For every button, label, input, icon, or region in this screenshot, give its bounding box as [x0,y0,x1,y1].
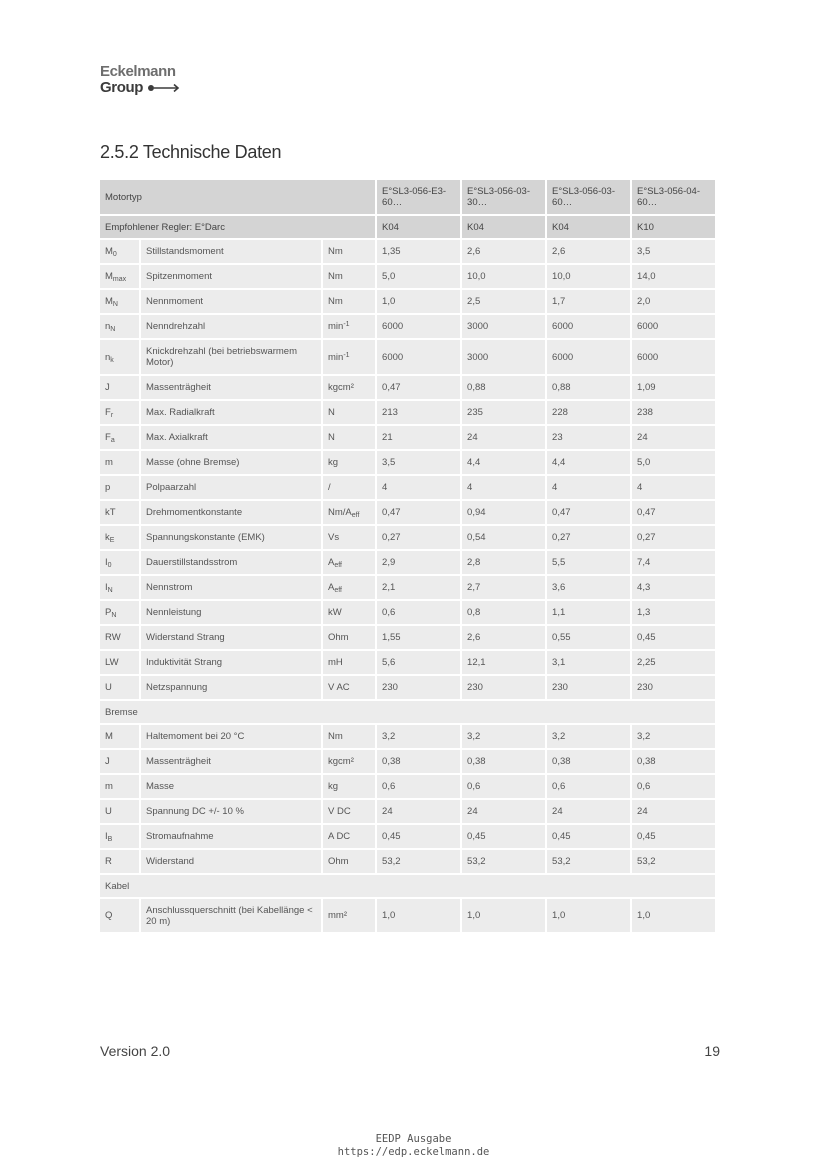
parameter-name: Spitzenmoment [141,265,323,290]
unit: kW [328,607,342,618]
symbol-subscript: N [111,612,117,619]
value-cell: 4 [547,476,632,501]
parameter-name: Induktivität Strang [141,651,323,676]
symbol-subscript: a [110,437,115,444]
unit-cell [323,315,377,340]
value-cell: 6000 [377,315,462,340]
value-cell: 0,6 [377,775,462,800]
value-cell: 4 [632,476,715,501]
version-label: Version 2.0 [100,1043,171,1059]
table-row [100,216,715,240]
unit-cell [323,899,377,934]
value-cell: 1,7 [547,290,632,315]
symbol: I [105,582,108,593]
table-row [100,501,715,526]
value-cell: 2,6 [462,626,547,651]
value-cell: 2,8 [462,551,547,576]
value-cell: 24 [377,800,462,825]
parameter-name: Stillstandsmoment [141,240,323,265]
parameter-name: Massenträgheit [141,376,323,401]
unit-superscript: -1 [343,321,350,328]
unit-cell [323,340,377,376]
unit: kgcm² [328,382,354,393]
unit-cell [323,526,377,551]
table-row [100,601,715,626]
unit: A [328,557,335,568]
symbol: m [105,457,113,468]
symbol-subscript: max [112,276,127,283]
symbol: M [105,296,113,307]
value-cell: 3,2 [377,725,462,750]
unit-subscript: eff [334,562,342,569]
table-row [100,626,715,651]
value-cell: 2,0 [632,290,715,315]
unit: Nm/A [328,507,352,518]
symbol: m [105,781,113,792]
value-cell: 0,54 [462,526,547,551]
symbol: RW [105,632,121,643]
parameter-name: Drehmomentkonstante [141,501,323,526]
symbol-subscript: B [107,836,113,843]
symbol-cell [100,265,141,290]
table-row [100,315,715,340]
value-cell: 235 [462,401,547,426]
value-cell: 53,2 [462,850,547,875]
model-header: E°SL3-056-E3-60… [377,180,462,216]
value-cell: 5,6 [377,651,462,676]
value-cell: 4 [462,476,547,501]
value-cell: 0,88 [462,376,547,401]
symbol-subscript: r [110,412,114,419]
symbol-subscript: E [109,537,115,544]
logo-line-1: Eckelmann [100,63,176,80]
value-cell: 1,0 [547,899,632,934]
value-cell: 1,0 [462,899,547,934]
logo-arrow-icon [147,83,181,93]
parameter-name: Massenträgheit [141,750,323,775]
value-cell: 6000 [377,340,462,376]
table-row [100,180,715,216]
value-cell: 238 [632,401,715,426]
value-cell: 1,0 [632,899,715,934]
logo-line-2: Group [100,79,143,96]
unit: Ohm [328,856,349,867]
value-cell: 10,0 [547,265,632,290]
unit-cell [323,750,377,775]
table-row [100,899,715,934]
parameter-name: Spannung DC +/- 10 % [141,800,323,825]
symbol: F [105,407,111,418]
value-cell: 230 [462,676,547,701]
parameter-name: Nennleistung [141,601,323,626]
value-cell: 230 [377,676,462,701]
value-cell: 4,4 [462,451,547,476]
value-cell: 230 [632,676,715,701]
symbol-cell [100,800,141,825]
parameter-name: Max. Radialkraft [141,401,323,426]
value-cell: 0,38 [462,750,547,775]
parameter-name: Nennmoment [141,290,323,315]
table-row [100,426,715,451]
parameter-name: Masse (ohne Bremse) [141,451,323,476]
value-cell: 3,5 [632,240,715,265]
table-row [100,676,715,701]
parameter-name: Spannungskonstante (EMK) [141,526,323,551]
symbol: p [105,482,111,493]
value-cell: 0,27 [547,526,632,551]
value-cell: 3,1 [547,651,632,676]
value-cell: 6000 [547,315,632,340]
value-cell: 53,2 [632,850,715,875]
value-cell: 0,45 [547,825,632,850]
parameter-name: Max. Axialkraft [141,426,323,451]
table-row [100,850,715,875]
regler-value: K04 [547,216,632,240]
unit: Ohm [328,632,349,643]
symbol: U [105,682,112,693]
unit-cell [323,290,377,315]
table-row [100,265,715,290]
unit-cell [323,426,377,451]
symbol-cell [100,750,141,775]
value-cell: 213 [377,401,462,426]
stamp-line-2: https://edp.eckelmann.de [337,1146,490,1158]
value-cell: 0,38 [377,750,462,775]
symbol: J [105,756,110,767]
unit-cell [323,676,377,701]
symbol-subscript: N [107,587,113,594]
value-cell: 0,45 [632,626,715,651]
symbol-cell [100,526,141,551]
table-row [100,800,715,825]
unit: N [328,407,335,418]
value-cell: 0,38 [547,750,632,775]
value-cell: 3,2 [632,725,715,750]
table-row [100,725,715,750]
table-row [100,551,715,576]
section-label-kabel: Kabel [100,875,715,899]
value-cell: 4 [377,476,462,501]
table-row [100,290,715,315]
parameter-name: Nennstrom [141,576,323,601]
value-cell: 3,5 [377,451,462,476]
symbol-cell [100,401,141,426]
value-cell: 1,35 [377,240,462,265]
parameter-name: Nenndrehzahl [141,315,323,340]
value-cell: 0,6 [632,775,715,800]
parameter-name: Widerstand [141,850,323,875]
model-header: E°SL3-056-03-30… [462,180,547,216]
value-cell: 7,4 [632,551,715,576]
value-cell: 2,5 [462,290,547,315]
unit-cell [323,651,377,676]
table-row [100,526,715,551]
unit-cell [323,501,377,526]
unit-cell [323,376,377,401]
symbol-cell [100,825,141,850]
value-cell: 24 [632,800,715,825]
table-row [100,240,715,265]
value-cell: 0,27 [632,526,715,551]
symbol-cell [100,899,141,934]
symbol: J [105,382,110,393]
unit-subscript: eff [334,587,342,594]
value-cell: 0,6 [462,775,547,800]
symbol-cell [100,601,141,626]
unit: Nm [328,296,343,307]
value-cell: 4,3 [632,576,715,601]
unit-cell [323,626,377,651]
value-cell: 0,88 [547,376,632,401]
symbol-cell [100,476,141,501]
unit: V AC [328,682,350,693]
unit: / [328,482,331,493]
unit: V DC [328,806,351,817]
value-cell: 0,55 [547,626,632,651]
table-row [100,376,715,401]
unit-cell [323,725,377,750]
table-row [100,476,715,501]
unit: kg [328,457,339,468]
value-cell: 6000 [632,315,715,340]
symbol: kT [105,507,116,518]
symbol: Q [105,910,113,921]
value-cell: 5,0 [377,265,462,290]
symbol: LW [105,657,119,668]
value-cell: 3,2 [462,725,547,750]
table-row [100,701,715,725]
value-cell: 1,0 [377,899,462,934]
value-cell: 1,09 [632,376,715,401]
technical-data-table [100,180,715,934]
symbol: U [105,806,112,817]
unit: A DC [328,831,351,842]
unit-subscript: eff [351,512,360,519]
company-logo [100,64,181,96]
unit-cell [323,775,377,800]
value-cell: 0,47 [547,501,632,526]
value-cell: 2,7 [462,576,547,601]
symbol: P [105,607,112,618]
value-cell: 1,3 [632,601,715,626]
parameter-name: Widerstand Strang [141,626,323,651]
value-cell: 6000 [632,340,715,376]
unit-cell [323,601,377,626]
value-cell: 0,45 [462,825,547,850]
value-cell: 0,94 [462,501,547,526]
value-cell: 2,1 [377,576,462,601]
symbol-cell [100,340,141,376]
value-cell: 53,2 [547,850,632,875]
symbol: M [105,271,113,282]
symbol-cell [100,651,141,676]
symbol-subscript: 0 [107,562,112,569]
value-cell: 0,45 [632,825,715,850]
unit: min [328,321,344,332]
table-row [100,875,715,899]
parameter-name: Knickdrehzahl (bei betriebswarmem Motor) [141,340,323,376]
value-cell: 3,2 [547,725,632,750]
section-label-bremse: Bremse [100,701,715,725]
unit-cell [323,800,377,825]
symbol-cell [100,775,141,800]
unit: Nm [328,271,343,282]
value-cell: 228 [547,401,632,426]
page-number: 19 [704,1043,720,1059]
value-cell: 0,47 [377,501,462,526]
symbol: I [105,831,108,842]
unit-cell [323,825,377,850]
symbol: n [105,351,111,363]
value-cell: 0,6 [377,601,462,626]
unit: kg [328,781,339,792]
symbol-subscript: N [110,326,116,333]
value-cell: 2,6 [547,240,632,265]
value-cell: 24 [462,800,547,825]
regler-label: Empfohlener Regler: E°Darc [100,216,377,240]
table-row [100,775,715,800]
table-row [100,451,715,476]
unit-cell [323,240,377,265]
regler-value: K04 [462,216,547,240]
value-cell: 0,45 [377,825,462,850]
symbol-cell [100,315,141,340]
symbol: F [105,432,111,443]
unit-cell [323,551,377,576]
parameter-name: Netzspannung [141,676,323,701]
unit-superscript: -1 [343,351,350,359]
table-row [100,750,715,775]
symbol-cell [100,725,141,750]
unit: N [328,432,335,443]
symbol: I [105,557,108,568]
value-cell: 3000 [462,315,547,340]
symbol-cell [100,676,141,701]
value-cell: 1,0 [377,290,462,315]
parameter-name: Stromaufnahme [141,825,323,850]
parameter-name: Polpaarzahl [141,476,323,501]
table-row [100,340,715,376]
unit-cell [323,476,377,501]
value-cell: 12,1 [462,651,547,676]
value-cell: 230 [547,676,632,701]
unit: Nm [328,731,343,742]
unit: A [328,582,335,593]
value-cell: 24 [547,800,632,825]
value-cell: 0,6 [547,775,632,800]
symbol-cell [100,501,141,526]
unit: Vs [328,532,340,543]
symbol-cell [100,240,141,265]
unit-cell [323,850,377,875]
symbol-cell [100,290,141,315]
symbol-cell [100,426,141,451]
value-cell: 1,55 [377,626,462,651]
symbol-cell [100,551,141,576]
value-cell: 0,38 [632,750,715,775]
value-cell: 5,0 [632,451,715,476]
value-cell: 10,0 [462,265,547,290]
unit-cell [323,401,377,426]
symbol-cell [100,576,141,601]
parameter-name: Anschlussquerschnitt (bei Kabellänge < 20 m) [141,899,323,934]
unit-cell [323,265,377,290]
value-cell: 24 [462,426,547,451]
value-cell: 2,25 [632,651,715,676]
value-cell: 21 [377,426,462,451]
symbol-cell [100,850,141,875]
value-cell: 0,47 [632,501,715,526]
value-cell: 53,2 [377,850,462,875]
regler-value: K04 [377,216,462,240]
value-cell: 1,1 [547,601,632,626]
unit: mm² [328,910,347,921]
parameter-name: Masse [141,775,323,800]
symbol-cell [100,451,141,476]
table-row [100,825,715,850]
unit: kgcm² [328,756,354,767]
value-cell: 6000 [547,340,632,376]
value-cell: 3000 [462,340,547,376]
value-cell: 24 [632,426,715,451]
unit-cell [323,451,377,476]
table-row [100,576,715,601]
symbol-cell [100,376,141,401]
regler-value: K10 [632,216,715,240]
value-cell: 2,6 [462,240,547,265]
value-cell: 0,47 [377,376,462,401]
symbol: R [105,856,112,867]
symbol: M [105,246,113,257]
parameter-name: Haltemoment bei 20 °C [141,725,323,750]
value-cell: 5,5 [547,551,632,576]
symbol-subscript: N [112,301,118,308]
unit-cell [323,576,377,601]
symbol: k [105,532,110,543]
model-header: E°SL3-056-04-60… [632,180,715,216]
symbol-subscript: 0 [112,251,117,258]
symbol: M [105,731,113,742]
value-cell: 4,4 [547,451,632,476]
section-heading: 2.5.2 Technische Daten [100,142,282,162]
value-cell: 23 [547,426,632,451]
value-cell: 0,8 [462,601,547,626]
edp-stamp [0,1133,827,1159]
symbol-cell [100,626,141,651]
symbol: n [105,321,111,332]
unit: min [328,351,344,363]
value-cell: 2,9 [377,551,462,576]
stamp-line-1: EEDP Ausgabe [375,1133,452,1145]
table-row [100,401,715,426]
model-header: E°SL3-056-03-60… [547,180,632,216]
symbol-subscript: k [110,356,114,364]
value-cell: 14,0 [632,265,715,290]
table-row [100,651,715,676]
value-cell: 0,27 [377,526,462,551]
value-cell: 3,6 [547,576,632,601]
parameter-name: Dauerstillstandsstrom [141,551,323,576]
unit: Nm [328,246,343,257]
motortyp-label: Motortyp [100,180,377,216]
unit: mH [328,657,343,668]
